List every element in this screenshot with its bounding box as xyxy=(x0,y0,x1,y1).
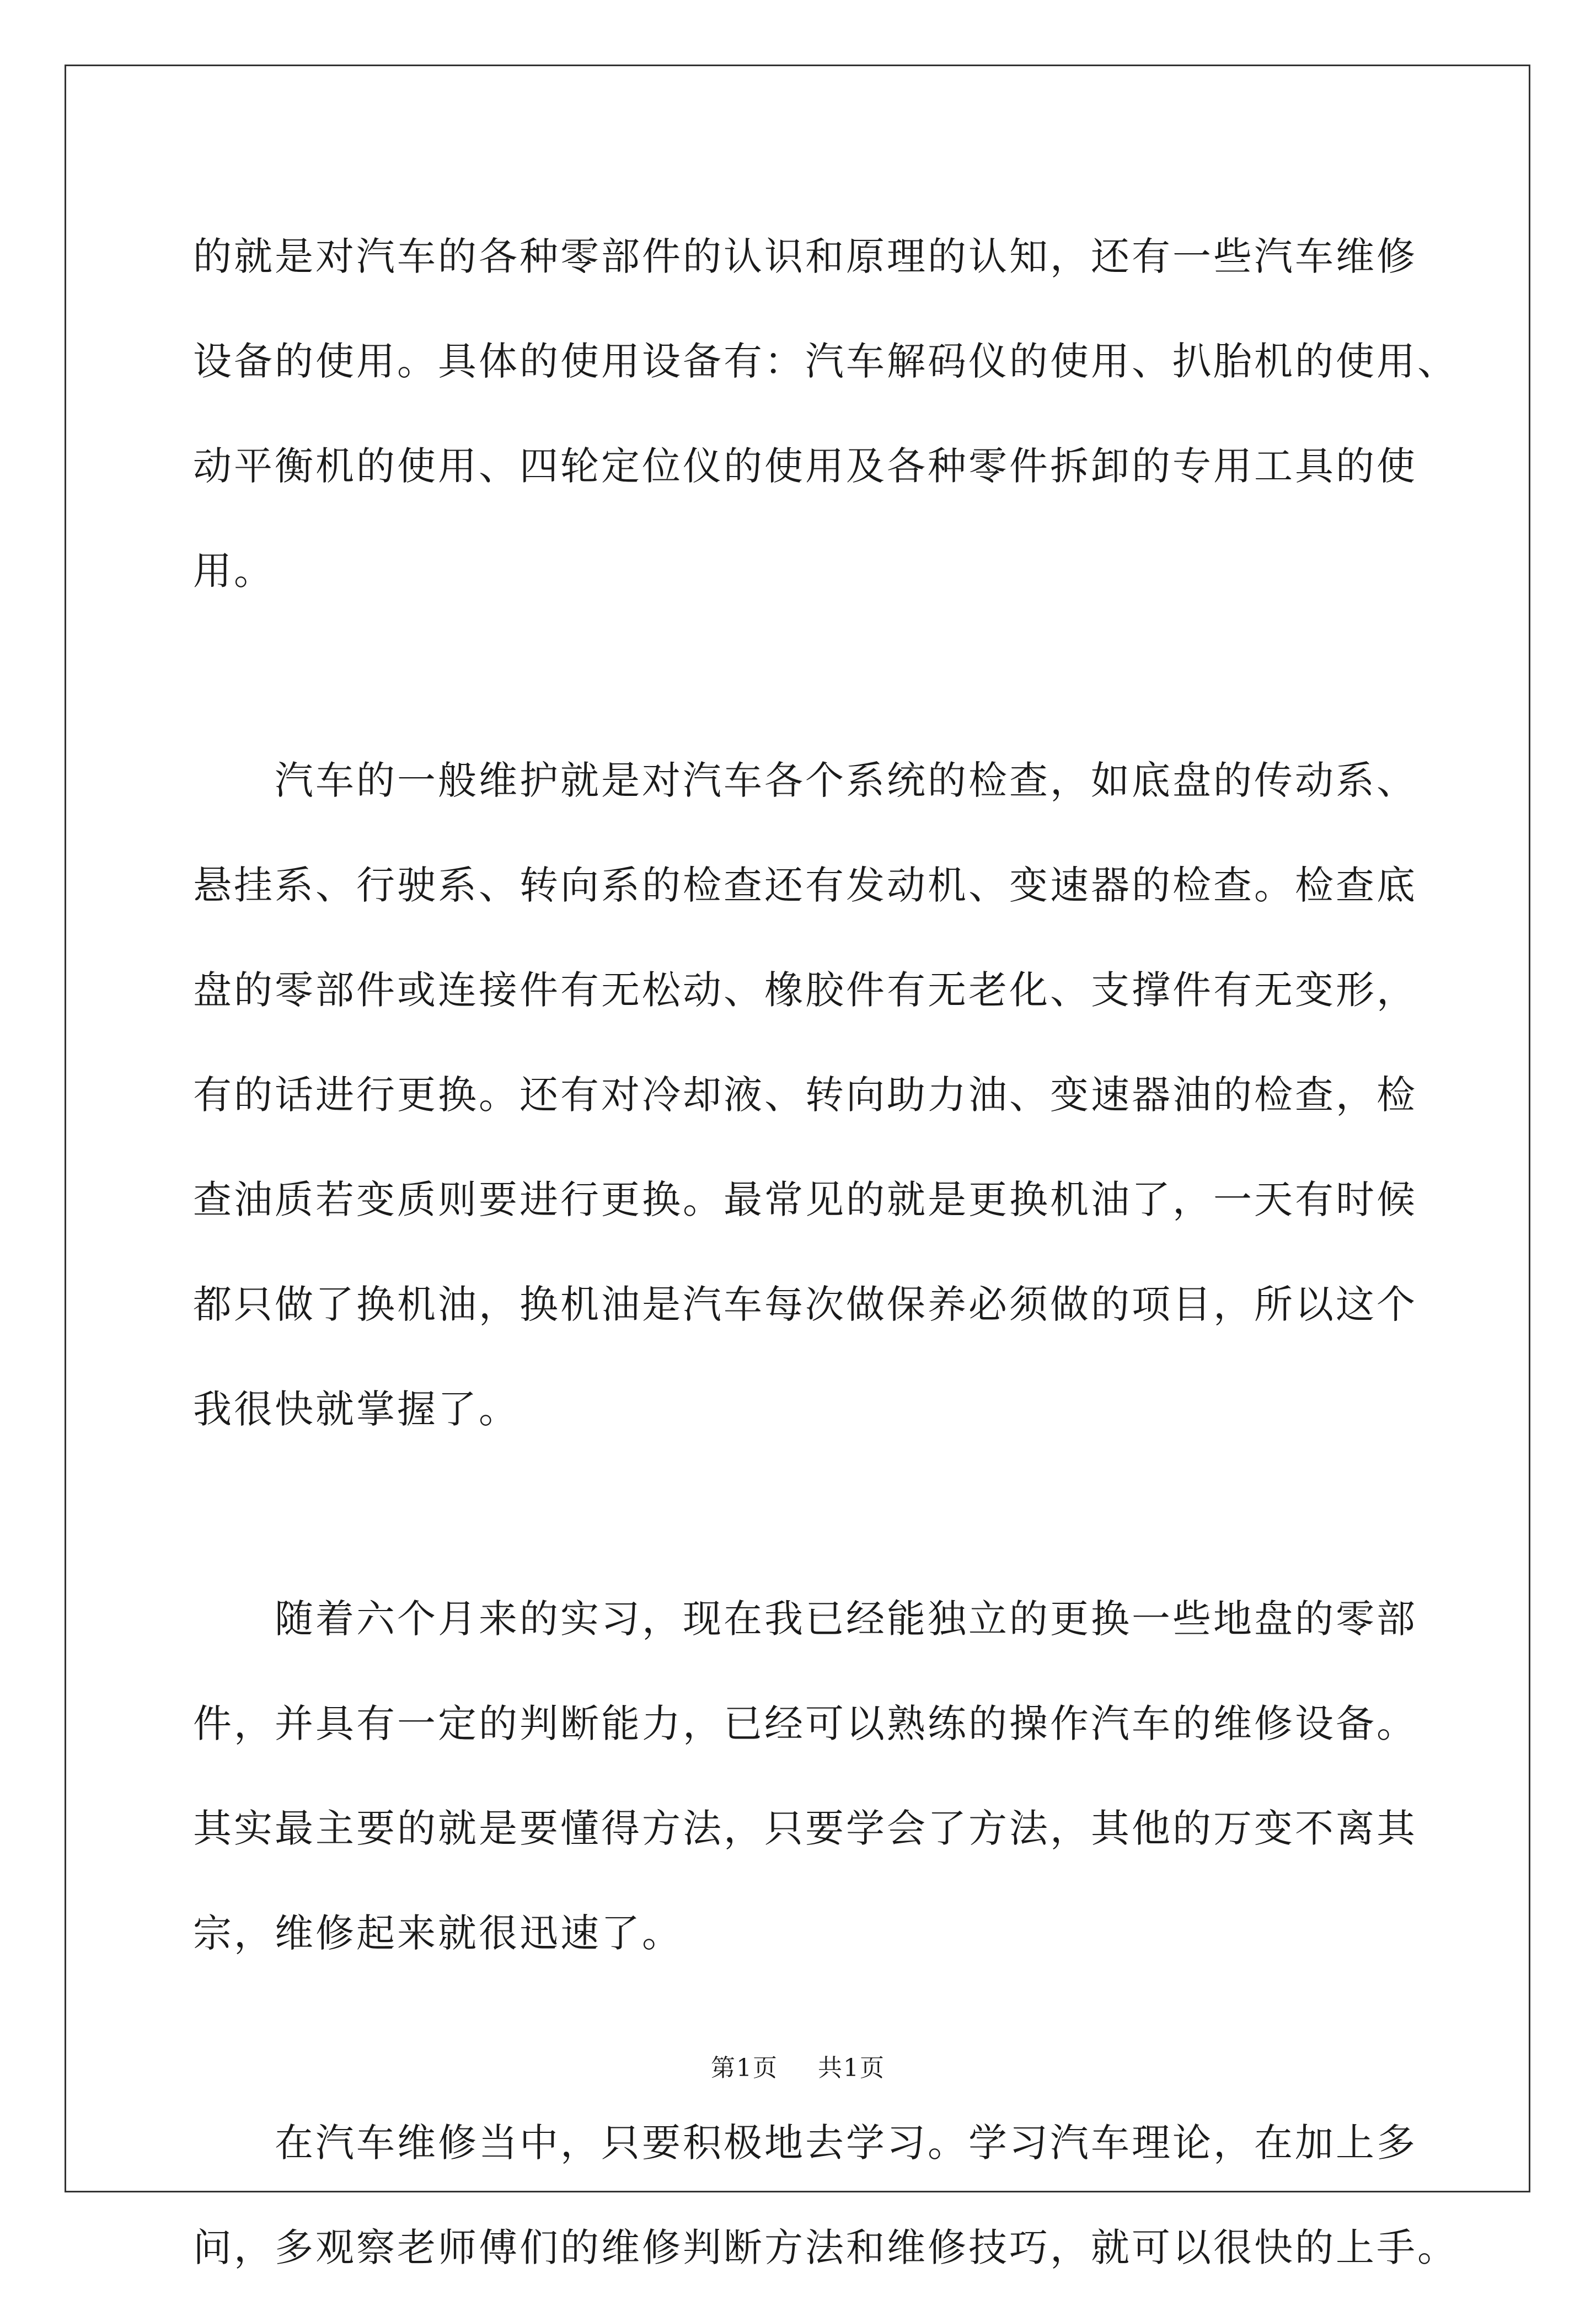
paragraph-line: 问，多观察老师傅们的维修判断方法和维修技巧，就可以很快的上手。 xyxy=(193,2225,1458,2270)
paragraph-line: 的就是对汽车的各种零部件的认识和原理的认知，还有一些汽车维修 xyxy=(193,234,1417,279)
paragraph-line: 在汽车维修当中，只要积极地去学习。学习汽车理论，在加上多 xyxy=(275,2120,1417,2165)
paragraph-line: 件，并具有一定的判断能力，已经可以熟练的操作汽车的维修设备。 xyxy=(193,1701,1417,1746)
paragraph-line: 悬挂系、行驶系、转向系的检查还有发动机、变速器的检查。检查底 xyxy=(193,863,1417,908)
paragraph-gap xyxy=(193,1462,1428,1566)
page-footer xyxy=(0,2052,1596,2085)
page-number: 第1页 xyxy=(711,2054,778,2082)
paragraph-gap xyxy=(193,623,1428,728)
paragraph-line: 都只做了换机油，换机油是汽车每次做保养必须做的项目，所以这个 xyxy=(193,1282,1417,1327)
paragraph-line: 有的话进行更换。还有对冷却液、转向助力油、变速器油的检查，检 xyxy=(193,1072,1417,1117)
paragraph-line: 宗，维修起来就很迅速了。 xyxy=(193,1911,683,1956)
page-total: 共1页 xyxy=(818,2054,885,2082)
paragraph-line: 其实最主要的就是要懂得方法，只要学会了方法，其他的万变不离其 xyxy=(193,1806,1417,1851)
paragraph-line: 盘的零部件或连接件有无松动、橡胶件有无老化、支撑件有无变形， xyxy=(193,967,1417,1013)
paragraph-line: 设备的使用。具体的使用设备有：汽车解码仪的使用、扒胎机的使用、 xyxy=(193,339,1458,384)
paragraph-line: 汽车的一般维护就是对汽车各个系统的检查，如底盘的传动系、 xyxy=(275,758,1417,803)
document-body xyxy=(193,204,1458,2300)
paragraph-line: 查油质若变质则要进行更换。最常见的就是更换机油了，一天有时候 xyxy=(193,1177,1417,1222)
paragraph-line: 动平衡机的使用、四轮定位仪的使用及各种零件拆卸的专用工具的使 xyxy=(193,443,1417,489)
paragraph-line: 用。 xyxy=(193,548,275,593)
paragraph-line: 随着六个月来的实习，现在我已经能独立的更换一些地盘的零部 xyxy=(275,1596,1417,1641)
paragraph-line: 我很快就掌握了。 xyxy=(193,1387,519,1432)
